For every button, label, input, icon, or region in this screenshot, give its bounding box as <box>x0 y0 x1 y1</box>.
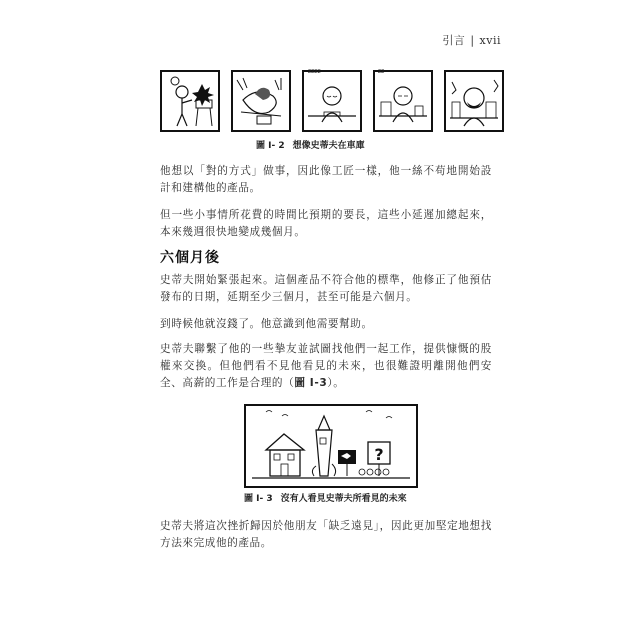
figure-i3-drawing <box>246 406 416 486</box>
figure-i2-comic-strip <box>160 70 500 132</box>
paragraph-1: 他想以「對的方式」做事，因此像工匠一樣，他一絲不苟地開始設計和建構他的產品。 <box>160 165 492 194</box>
paragraph-5 <box>160 341 492 392</box>
comic-panel-1 <box>160 70 220 132</box>
snore-text-1: zzzz <box>308 68 321 75</box>
comic-panel-3 <box>302 70 362 132</box>
paragraph-6: 史蒂夫將這次挫折歸因於他朋友「缺乏遠見」，因此更加堅定地想找方法來完成他的產品。 <box>160 520 492 549</box>
paragraph-5-end: ）。 <box>327 377 345 389</box>
panel-5-illustration <box>446 72 502 130</box>
panel-2-illustration <box>233 72 289 130</box>
header-separator: | <box>470 34 475 47</box>
figure-i3-reference: 圖 I-3 <box>294 377 328 389</box>
panel-3-illustration <box>304 72 360 130</box>
paragraph-2: 但一些小事情所花費的時間比預期的要長，這些小延遲加總起來，本來幾週很快地變成幾個月。 <box>160 209 492 238</box>
comic-panel-5 <box>444 70 504 132</box>
paragraph-5-text: 史蒂夫聯繫了他的一些摯友並試圖找他們一起工作，提供慷慨的股權來交換。但他們看不見他看見的未來，也很難證明離開他們安全、高薪的工作是合理的（ <box>160 343 492 389</box>
figure-i2-title: 想像史蒂夫在車庫 <box>292 141 365 151</box>
paragraph-3: 史蒂夫開始緊張起來。這個產品不符合他的標準，他修正了他預估發布的日期，延期至少三個月，甚至可能是六個月。 <box>160 274 492 303</box>
section-heading: 六個月後 <box>160 250 220 266</box>
panel-1-illustration <box>162 72 218 130</box>
header-section-title: 引言 <box>442 34 466 47</box>
figure-i3-number: 圖 I- 3 <box>244 494 273 504</box>
paragraph-4: 到時候他就沒錢了。他意識到他需要幫助。 <box>160 318 373 330</box>
figure-i3-illustration <box>244 404 418 488</box>
figure-i3-title: 沒有人看見史蒂夫所看見的未來 <box>280 494 407 504</box>
comic-panel-4 <box>373 70 433 132</box>
running-header <box>442 32 501 48</box>
figure-i3-caption <box>244 491 407 504</box>
figure-i2-caption <box>256 138 365 151</box>
figure-i2-number: 圖 I- 2 <box>256 141 285 151</box>
panel-4-illustration <box>375 72 431 130</box>
snore-text-2: zz <box>378 68 385 75</box>
comic-panel-2 <box>231 70 291 132</box>
header-page-number: xvii <box>479 34 501 47</box>
question-mark-sign: ? <box>374 445 384 464</box>
